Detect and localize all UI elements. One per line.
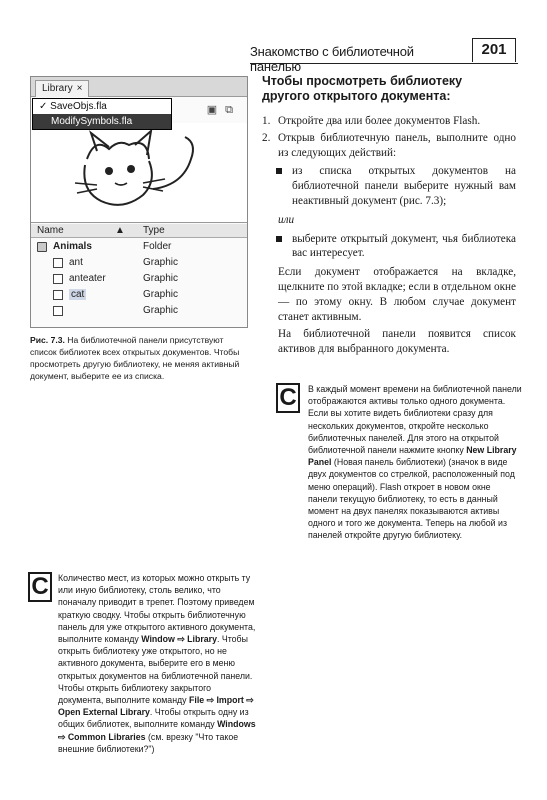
figure-label: Рис. 7.3. bbox=[30, 335, 65, 345]
library-column-header bbox=[31, 224, 247, 238]
note-box bbox=[308, 383, 522, 542]
note-text: В каждый момент времени на библиотечной панели отображаются активы только одного документа. Если вы хотите видеть библиотеки сразу для нескольких документов, откройте несколько библиотечных панелей. Для этого на открытой библиотечной панели нажмите кнопку bbox=[308, 384, 522, 456]
library-tab bbox=[35, 80, 89, 97]
step-text: Откройте два или более документов Flash. bbox=[278, 115, 481, 127]
open-documents-menu bbox=[32, 98, 172, 130]
graphic-symbol-icon bbox=[53, 274, 63, 284]
cat-drawing-icon bbox=[57, 129, 217, 221]
bullet-square-icon bbox=[276, 236, 282, 242]
item-name: cat bbox=[71, 289, 85, 300]
figure-caption-text: На библиотечной панели присутствуют список библиотек всех открытых документов. Чтобы просмотреть другую библиотеку, не меняя активный документ, выберите ее из списка. bbox=[30, 335, 240, 381]
folder-icon bbox=[37, 242, 47, 252]
item-name: ant bbox=[69, 257, 83, 268]
item-type: Graphic bbox=[143, 273, 179, 284]
symbol-preview bbox=[31, 123, 247, 223]
paragraph: Если документ отображается на вкладке, щелкните по этой вкладке; если в отдельном окне — по этому окну. В любом случае документ станет активным. bbox=[278, 266, 516, 323]
library-item bbox=[31, 303, 247, 319]
panel-tab-bar bbox=[31, 77, 247, 97]
or-label: или bbox=[278, 213, 295, 226]
step bbox=[262, 131, 516, 161]
item-type: Graphic bbox=[143, 257, 179, 268]
item-type: Folder bbox=[143, 241, 172, 252]
bullet-item bbox=[262, 164, 516, 208]
pin-icon: ▣ bbox=[206, 104, 226, 116]
step-number: 1. bbox=[262, 115, 271, 127]
library-item bbox=[31, 287, 247, 303]
page-number: 201 bbox=[472, 38, 516, 62]
library-panel-screenshot bbox=[30, 76, 248, 328]
note-icon-letter: C bbox=[279, 384, 297, 411]
column-type: Type bbox=[143, 225, 165, 236]
step-text: Открыв библиотечную панель, выполните одно из следующих действий: bbox=[278, 131, 516, 159]
note-box bbox=[58, 572, 258, 755]
item-name: anteater bbox=[69, 273, 106, 284]
section-title: Чтобы просмотреть библиотеку другого открытого документа: bbox=[262, 74, 463, 103]
sort-arrow-icon: ▲ bbox=[115, 225, 125, 236]
note-bold-term: Window ⇨ Library bbox=[141, 634, 217, 645]
close-icon: × bbox=[76, 83, 83, 94]
item-type: Graphic bbox=[143, 305, 179, 316]
paragraph: На библиотечной панели появится список активов для выбранного документа. bbox=[278, 328, 516, 356]
note-text: (см. врезку "Что такое внешние библиотеки?") bbox=[58, 731, 239, 754]
library-item bbox=[31, 271, 247, 287]
note-text: Количество мест, из которых можно открыть ту или иную библиотеку, столь велико, что поначалу приводит в трепет. Поэтому приведем краткую сводку. Чтобы открыть библиотечную панель для уже открытого активного документа, выполните команду bbox=[58, 573, 256, 645]
library-tab-label: Library bbox=[42, 83, 73, 94]
menu-item-saveobjs: ✓ SaveObjs.fla bbox=[33, 99, 171, 114]
bullet-square-icon bbox=[276, 168, 282, 174]
graphic-symbol-icon bbox=[53, 290, 63, 300]
library-item bbox=[31, 239, 247, 255]
figure-caption bbox=[30, 334, 252, 382]
instructions bbox=[262, 114, 516, 357]
note-bold-term: File ⇨ Import ⇨ Open External Library bbox=[58, 695, 254, 718]
note-icon bbox=[276, 383, 300, 413]
note-text: . Чтобы открыть библиотеку уже открытого, но не активного документа, выберите его в меню открытых документов на библиотечной панели. Чтобы открыть библиотеку закрытого документа, выполните команду bbox=[58, 634, 253, 706]
library-item bbox=[31, 255, 247, 271]
running-header bbox=[250, 40, 518, 74]
item-name: Animals bbox=[53, 241, 92, 252]
note-icon-letter: C bbox=[31, 573, 49, 600]
column-name: Name bbox=[37, 225, 64, 236]
note-icon bbox=[28, 572, 52, 602]
new-library-panel-icon: ⧉ bbox=[225, 104, 241, 116]
bullet-text: из списка открытых документов на библиотечной панели выберите нужный вам неактивный документ (рис. 7.3); bbox=[292, 165, 516, 207]
item-type: Graphic bbox=[143, 289, 179, 300]
note-text: . Чтобы открыть одну из общих библиотек, выполните команду bbox=[58, 707, 249, 730]
library-item-list bbox=[31, 239, 247, 319]
graphic-symbol-icon bbox=[53, 306, 63, 316]
bullet-item bbox=[262, 232, 516, 262]
step bbox=[262, 114, 516, 129]
menu-item-modifysymbols: ModifySymbols.fla bbox=[33, 114, 171, 129]
panel-icons bbox=[207, 103, 241, 117]
bullet-text: выберите открытый документ, чья библиотека вас интересует. bbox=[292, 232, 516, 260]
note-bold-term: New Library Panel bbox=[308, 445, 517, 468]
note-text: (Новая панель библиотеки) (значок в виде двух документов со стрелкой, расположенный под меню операций). Flash откроет в новом окне панели текущую библиотеку, то есть в данный момент на двух панелях показываются активы одного и того же документа. Теперь на любой из панелей откройте другую библиотеку. bbox=[308, 457, 515, 541]
graphic-symbol-icon bbox=[53, 258, 63, 268]
running-title: Знакомство с библиотечной панелью bbox=[250, 44, 414, 74]
note-bold-term: Windows ⇨ Common Libraries bbox=[58, 719, 256, 742]
step-number: 2. bbox=[262, 131, 271, 144]
